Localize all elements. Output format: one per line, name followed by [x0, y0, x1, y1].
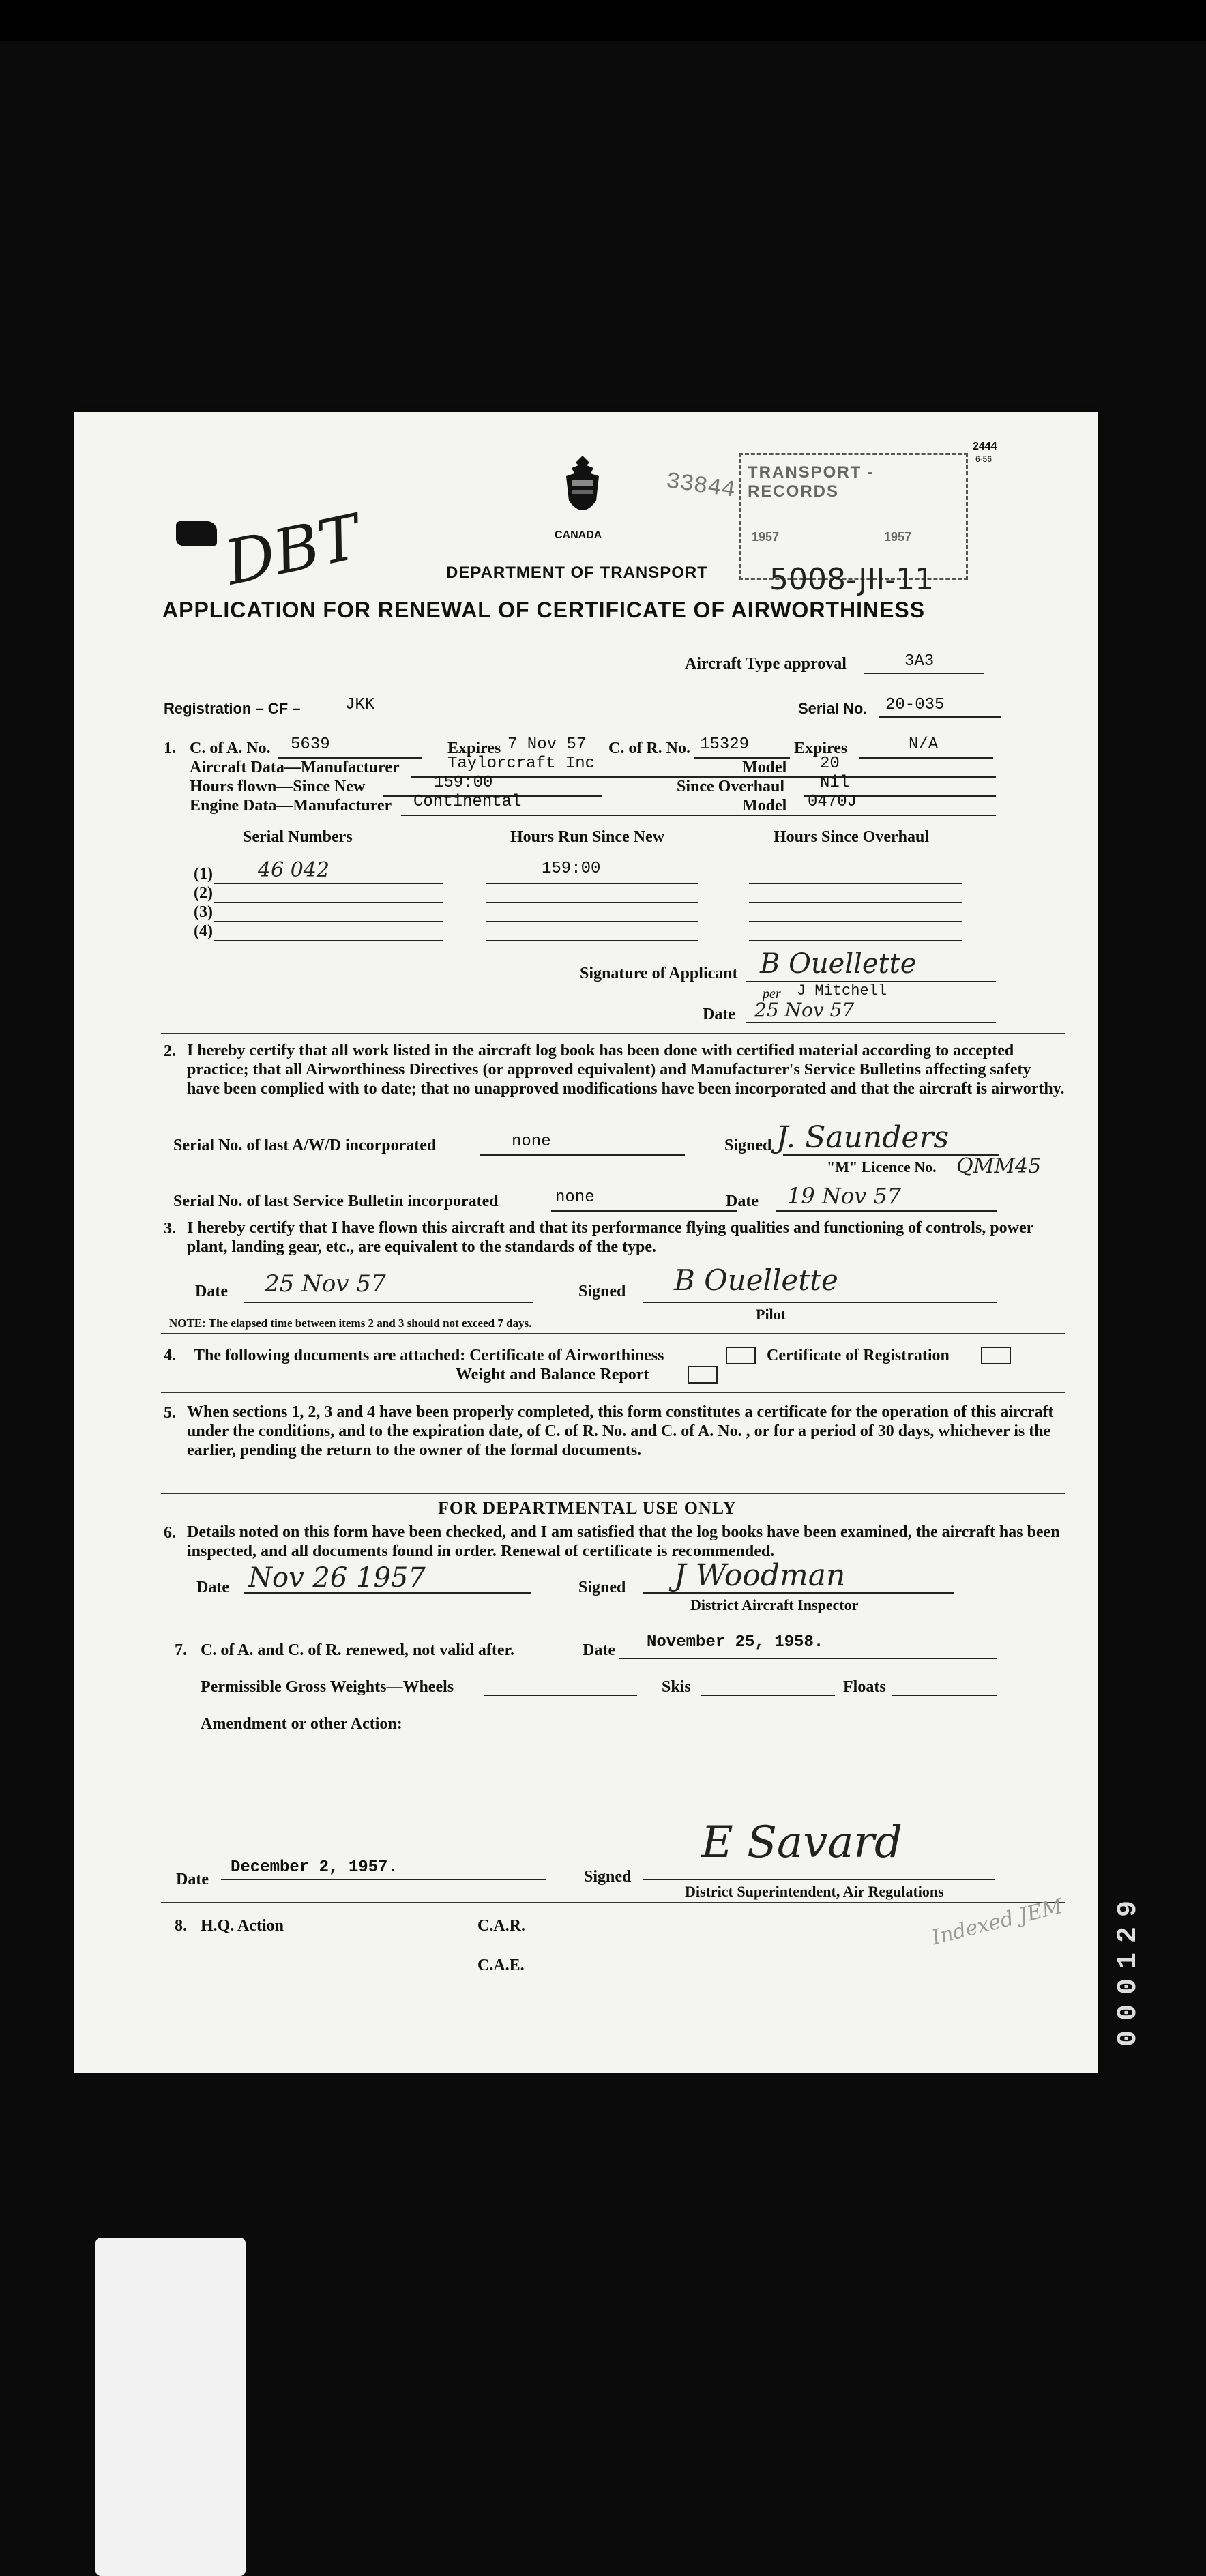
- expires-value: 7 Nov 57: [508, 735, 587, 754]
- engine-mfr-value: Continental: [413, 793, 522, 811]
- table-row-idx: (1): [194, 865, 213, 883]
- sig-applicant-label: Signature of Applicant: [580, 965, 738, 982]
- model-label: Model: [742, 759, 787, 776]
- section1-number: 1.: [164, 740, 176, 757]
- section6-number: 6.: [164, 1524, 176, 1542]
- signed8-signature: E Savard: [701, 1817, 902, 1868]
- section8-number: 8.: [175, 1917, 187, 1935]
- stamp-number: 33844: [664, 469, 737, 504]
- wb-checkbox[interactable]: [688, 1366, 718, 1384]
- engine-mfr-label: Engine Data—Manufacturer: [190, 797, 392, 815]
- file-number: 5008-JII-11: [769, 562, 935, 597]
- aircraft-mfr-label: Aircraft Data—Manufacturer: [190, 759, 400, 776]
- date3-label: Date: [195, 1283, 228, 1300]
- skis-label: Skis: [662, 1678, 691, 1696]
- model-value: 20: [820, 755, 840, 773]
- initials-scribble: DBT: [219, 501, 367, 600]
- section2-number: 2.: [164, 1042, 176, 1060]
- aircraft-type-approval-value: 3A3: [904, 652, 935, 671]
- form-title: APPLICATION FOR RENEWAL OF CERTIFICATE OF AIRWORTHINESS: [162, 598, 926, 622]
- cr-checkbox[interactable]: [981, 1347, 1011, 1364]
- since-overhaul-label: Since Overhaul: [677, 778, 785, 795]
- signed8-label: Signed: [584, 1868, 632, 1886]
- cae-label: C.A.E.: [477, 1957, 525, 1974]
- section3-text: I hereby certify that I have flown this aircraft and that its performance flying qualities and functioning of controls, power plant, landing gear, etc., are equivalent to the standards of the type.: [187, 1219, 1033, 1256]
- section4-number: 4.: [164, 1347, 176, 1364]
- section7-number: 7.: [175, 1641, 187, 1659]
- date1-label: Date: [703, 1006, 735, 1023]
- aircraft-mfr-value: Taylorcraft Inc: [447, 755, 595, 773]
- signed3-label: Signed: [578, 1283, 626, 1300]
- hq-action-label: H.Q. Action: [201, 1917, 284, 1935]
- section2-text: I hereby certify that all work listed in the aircraft log book has been done with certified material according to accepted practice; that all Airworthiness Directives (or approved equivalent) and Manufacturer's Service Bulletins affecting safety have been complied with to date; that no unapproved modifications have been incorporated and that the aircraft is airworthy.: [187, 1042, 1065, 1098]
- date1-value: 25 Nov 57: [754, 999, 855, 1021]
- sb-label: Serial No. of last Service Bulletin incorporated: [173, 1192, 499, 1210]
- section5-text: When sections 1, 2, 3 and 4 have been properly completed, this form constitutes a certificate for the operation of this aircraft under the conditions, and to the expiration date, of C. of R. No. and C. of A. No. , or for a period of 30 days, whichever is the earlier, pending the return to the owner of the formal documents.: [187, 1403, 1054, 1459]
- date8-value: December 2, 1957.: [231, 1858, 398, 1877]
- superintendent-label: District Superintendent, Air Regulations: [685, 1883, 944, 1900]
- signed2-signature: J. Saunders: [776, 1120, 950, 1155]
- floats-label: Floats: [843, 1678, 886, 1696]
- date6-label: Date: [196, 1579, 229, 1596]
- pilot-label: Pilot: [756, 1306, 786, 1323]
- col-serial-numbers: Serial Numbers: [243, 828, 353, 846]
- note-text: NOTE: The elapsed time between items 2 and 3 should not exceed 7 days.: [169, 1317, 532, 1330]
- pencil-note: Indexed JEM: [929, 1894, 1065, 1950]
- awd-value: none: [512, 1132, 551, 1151]
- amendment-label: Amendment or other Action:: [201, 1715, 402, 1733]
- car-label: C.A.R.: [477, 1917, 525, 1935]
- expires2-label: Expires: [794, 740, 848, 757]
- registration-value: JKK: [345, 696, 375, 714]
- signed6-signature: J Woodman: [674, 1558, 846, 1593]
- film-frame-number: 000129: [1113, 1890, 1144, 2047]
- col-hours-new: Hours Run Since New: [510, 828, 665, 846]
- ca-checkbox[interactable]: [726, 1347, 756, 1364]
- cr-value: 15329: [700, 735, 750, 754]
- black-mark: [176, 521, 217, 546]
- ca-value: 5639: [291, 735, 330, 754]
- hours-new-label: Hours flown—Since New: [190, 778, 366, 795]
- departmental-heading: FOR DEPARTMENTAL USE ONLY: [438, 1498, 737, 1518]
- form-sub-number: 6-56: [975, 454, 992, 464]
- signed2-label: Signed: [724, 1137, 772, 1154]
- awd-label: Serial No. of last A/W/D incorporated: [173, 1137, 437, 1154]
- date6-value: Nov 26 1957: [248, 1562, 426, 1594]
- department-label: DEPARTMENT OF TRANSPORT: [446, 564, 708, 582]
- table-row-serial: 46 042: [258, 858, 329, 882]
- date7-label: Date: [583, 1641, 615, 1659]
- signed3-signature: B Ouellette: [674, 1263, 838, 1297]
- section7-text: C. of A. and C. of R. renewed, not valid after.: [201, 1641, 514, 1659]
- wb-label: Weight and Balance Report: [456, 1366, 649, 1384]
- table-row-idx: (4): [194, 922, 213, 940]
- stamp-text: TRANSPORT - RECORDS: [748, 463, 874, 501]
- cr-attached-label: Certificate of Registration: [767, 1347, 950, 1364]
- expires-label: Expires: [447, 740, 501, 757]
- date8-label: Date: [176, 1871, 209, 1888]
- film-top-band: [0, 0, 1206, 41]
- date3-value: 25 Nov 57: [265, 1270, 386, 1298]
- col-hours-overhaul: Hours Since Overhaul: [774, 828, 930, 846]
- section6-text: Details noted on this form have been checked, and I am satisfied that the log books have been examined, the aircraft has been inspected, and all documents found in order. Renewal of certificate is recommended.: [187, 1523, 1060, 1560]
- document-page: [74, 412, 1098, 2073]
- cr-label: C. of R. No.: [608, 740, 690, 757]
- film-leader: [95, 2238, 246, 2576]
- country-label: CANADA: [555, 529, 602, 541]
- engine-model-label: Model: [742, 797, 787, 815]
- signed6-label: Signed: [578, 1579, 626, 1596]
- table-row-idx: (2): [194, 884, 213, 902]
- sig-applicant-signature: B Ouellette: [760, 948, 917, 980]
- table-row-idx: (3): [194, 903, 213, 921]
- expires2-value: N/A: [909, 735, 939, 754]
- registration-label: Registration – CF –: [164, 700, 301, 717]
- section3-number: 3.: [164, 1220, 176, 1238]
- per-value: J Mitchell: [797, 982, 887, 999]
- records-stamp: [739, 453, 968, 580]
- aircraft-type-approval-label: Aircraft Type approval: [685, 655, 847, 673]
- serial-no-label: Serial No.: [798, 700, 868, 717]
- section5-number: 5.: [164, 1404, 176, 1422]
- date7-value: November 25, 1958.: [647, 1633, 824, 1652]
- serial-no-value: 20-035: [885, 696, 945, 714]
- hours-new-value: 159:00: [434, 774, 493, 792]
- inspector-label: District Aircraft Inspector: [690, 1596, 859, 1613]
- sb-value: none: [555, 1188, 595, 1207]
- engine-model-value: 0470J: [808, 793, 857, 811]
- licence-label: "M" Licence No.: [827, 1158, 937, 1175]
- date2-value: 19 Nov 57: [787, 1183, 902, 1209]
- per-mark: per: [763, 986, 781, 1001]
- section4-text: The following documents are attached: Certificate of Airworthiness: [194, 1347, 664, 1364]
- stamp-year-left: 1957: [752, 530, 780, 544]
- canada-crest-icon: [551, 453, 614, 528]
- ca-label: C. of A. No.: [190, 740, 271, 757]
- form-number: 2444: [973, 441, 997, 452]
- table-row-hours-new: 159:00: [542, 860, 601, 878]
- since-overhaul-value: Nil: [820, 774, 850, 792]
- weights-label: Permissible Gross Weights—Wheels: [201, 1678, 454, 1696]
- licence-value: QMM45: [956, 1154, 1042, 1178]
- stamp-year-right: 1957: [884, 530, 912, 544]
- date2-label: Date: [726, 1192, 759, 1210]
